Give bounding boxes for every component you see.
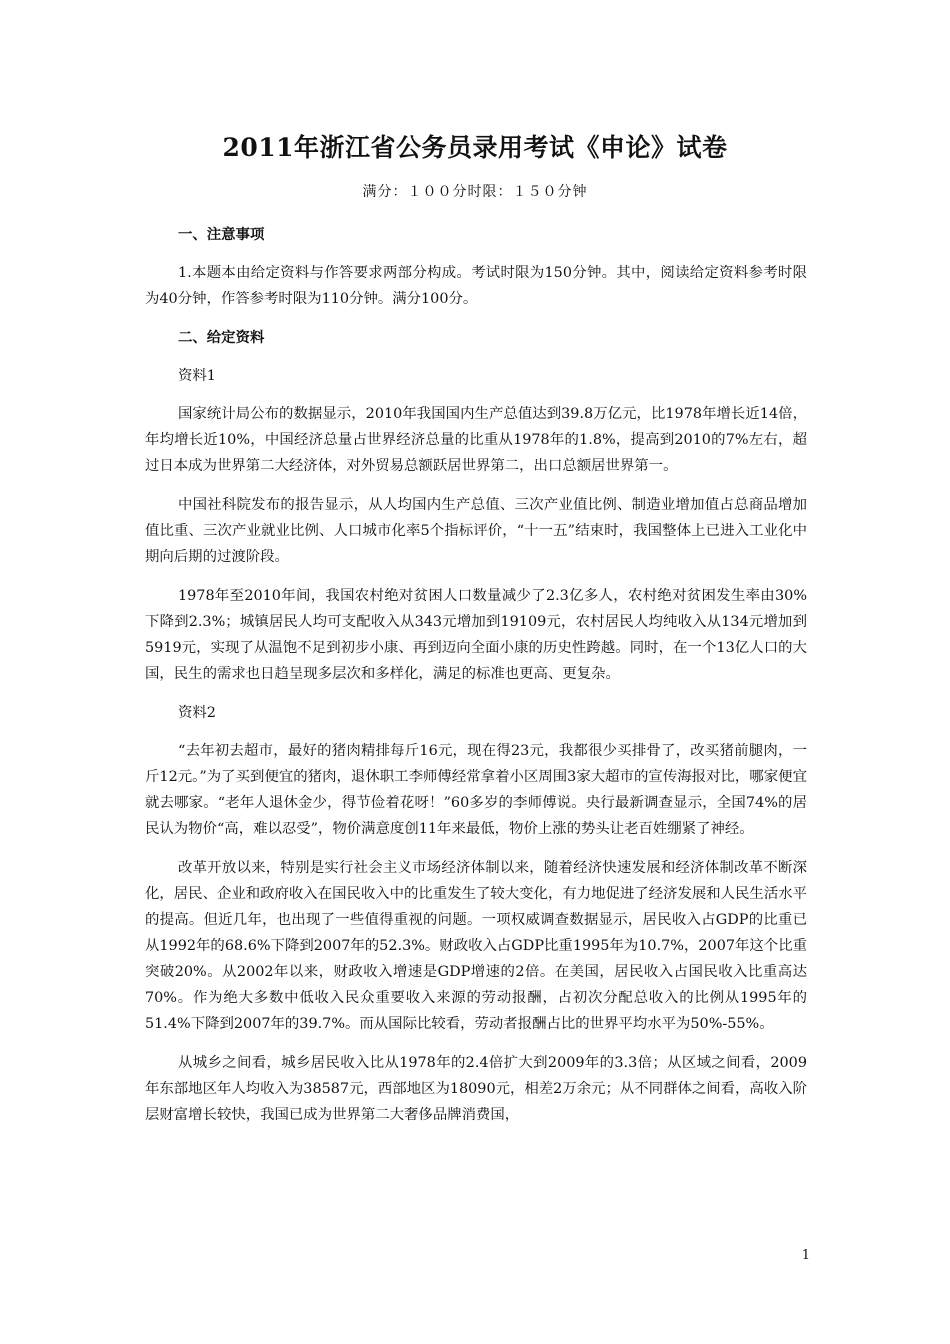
- material-1-paragraph-3: 1978年至2010年间，我国农村绝对贫困人口数量减少了2.3亿多人，农村绝对贫困发生率由30%下降到2.3%；城镇居民人均可支配收入从343元增加到19109元，农村居民人均纯收入从134元增加到5919元，实现了从温饱不足到初步小康、再到迈向全面小康的历史性跨越。同时，在一个13亿人口的大国，民生的需求也日趋呈现多层次和多样化，满足的标准也更高、更复杂。: [145, 588, 807, 682]
- material-2-label: 资料2: [178, 705, 216, 721]
- section-heading-notice: 一、注意事项: [178, 226, 265, 243]
- page-title: 2011年浙江省公务员录用考试《申论》试卷: [222, 133, 728, 162]
- section-heading-materials: 二、给定资料: [178, 329, 265, 346]
- material-2-paragraph-1: “去年初去超市，最好的猪肉精排每斤16元，现在得23元，我都很少买排骨了，改买猪前腿肉，一斤12元。”为了买到便宜的猪肉，退休职工李师傅经常拿着小区周围3家大超市的宣传海报对比，哪家便宜就去哪家。“老年人退休金少，得节俭着花呀！”60多岁的李师傅说。央行最新调查显示，全国74%的居民认为物价“高，难以忍受”，物价满意度创11年来最低，物价上涨的势头让老百姓绷紧了神经。: [145, 743, 807, 837]
- material-1-paragraph-1: 国家统计局公布的数据显示，2010年我国国内生产总值达到39.8万亿元，比1978年增长近14倍，年均增长近10%，中国经济总量占世界经济总量的比重从1978年的1.8%，提高到2010的7%左右，超过日本成为世界第二大经济体，对外贸易总额跃居世界第二，出口总额居世界第一。: [145, 406, 807, 474]
- material-2-paragraph-3: 从城乡之间看，城乡居民收入比从1978年的2.4倍扩大到2009年的3.3倍；从区域之间看，2009年东部地区年人均收入为38587元，西部地区为18090元，相差2万余元；从不同群体之间看，高收入阶层财富增长较快，我国已成为世界第二大奢侈品牌消费国，: [145, 1055, 807, 1123]
- notice-paragraph: 1.本题本由给定资料与作答要求两部分构成。考试时限为150分钟。其中，阅读给定资料参考时限为40分钟，作答参考时限为110分钟。满分100分。: [145, 265, 807, 307]
- material-1-paragraph-2: 中国社科院发布的报告显示，从人均国内生产总值、三次产业值比例、制造业增加值占总商品增加值比重、三次产业就业比例、人口城市化率5个指标评价，“十一五”结束时，我国整体上已进入工业化中期向后期的过渡阶段。: [145, 497, 807, 565]
- material-1-label: 资料1: [178, 368, 216, 384]
- exam-meta: 满分：１００分时限：１５０分钟: [362, 184, 588, 200]
- document-body: [145, 222, 807, 1141]
- material-2-paragraph-2: 改革开放以来，特别是实行社会主义市场经济体制以来，随着经济快速发展和经济体制改革不断深化，居民、企业和政府收入在国民收入中的比重发生了较大变化，有力地促进了经济发展和人民生活水平的提高。但近几年，也出现了一些值得重视的问题。一项权威调查数据显示，居民收入占GDP的比重已从1992年的68.6%下降到2007年的52.3%。财政收入占GDP比重1995年为10.7%，2007年这个比重突破20%。从2002年以来，财政收入增速是GDP增速的2倍。在美国，居民收入占国民收入比重高达70%。作为绝大多数中低收入民众重要收入来源的劳动报酬，占初次分配总收入的比例从1995年的51.4%下降到2007年的39.7%。而从国际比较看，劳动者报酬占比的世界平均水平为50%-55%。: [145, 860, 807, 1032]
- page-number: 1: [801, 1248, 810, 1263]
